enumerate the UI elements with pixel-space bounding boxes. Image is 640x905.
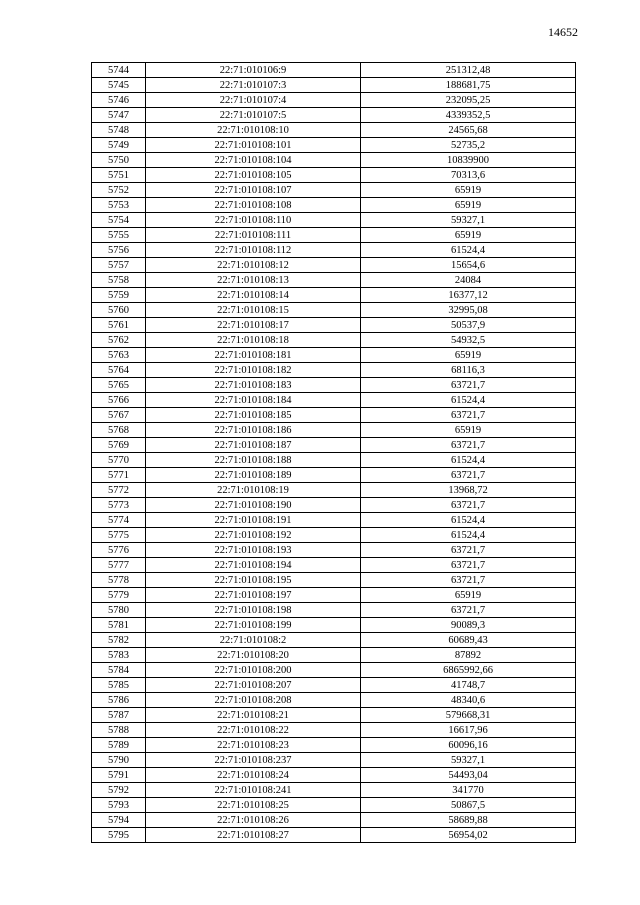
cadastral-number-cell: 22:71:010108:26 [146, 813, 361, 828]
row-number-cell: 5762 [92, 333, 146, 348]
cadastral-number-cell: 22:71:010108:237 [146, 753, 361, 768]
table-row [92, 633, 576, 648]
cadastral-number-cell: 22:71:010108:112 [146, 243, 361, 258]
cadastral-number-cell: 22:71:010108:110 [146, 213, 361, 228]
cadastral-number-cell: 22:71:010108:207 [146, 678, 361, 693]
table-row [92, 693, 576, 708]
cadastral-number-cell: 22:71:010108:108 [146, 198, 361, 213]
row-number-cell: 5777 [92, 558, 146, 573]
row-number-cell: 5776 [92, 543, 146, 558]
row-number-cell: 5752 [92, 183, 146, 198]
value-cell: 52735,2 [361, 138, 576, 153]
row-number-cell: 5747 [92, 108, 146, 123]
cadastral-number-cell: 22:71:010107:5 [146, 108, 361, 123]
value-cell: 6865992,66 [361, 663, 576, 678]
row-number-cell: 5746 [92, 93, 146, 108]
row-number-cell: 5774 [92, 513, 146, 528]
cadastral-number-cell: 22:71:010108:17 [146, 318, 361, 333]
value-cell: 16617,96 [361, 723, 576, 738]
value-cell: 579668,31 [361, 708, 576, 723]
table-row [92, 273, 576, 288]
value-cell: 63721,7 [361, 558, 576, 573]
value-cell: 60689,43 [361, 633, 576, 648]
row-number-cell: 5785 [92, 678, 146, 693]
cadastral-number-cell: 22:71:010108:208 [146, 693, 361, 708]
value-cell: 70313,6 [361, 168, 576, 183]
value-cell: 63721,7 [361, 603, 576, 618]
cadastral-number-cell: 22:71:010108:20 [146, 648, 361, 663]
row-number-cell: 5751 [92, 168, 146, 183]
value-cell: 63721,7 [361, 438, 576, 453]
row-number-cell: 5760 [92, 303, 146, 318]
table-row [92, 213, 576, 228]
value-cell: 32995,08 [361, 303, 576, 318]
table-row [92, 828, 576, 843]
row-number-cell: 5787 [92, 708, 146, 723]
cadastral-number-cell: 22:71:010108:200 [146, 663, 361, 678]
value-cell: 54932,5 [361, 333, 576, 348]
cadastral-number-cell: 22:71:010108:188 [146, 453, 361, 468]
row-number-cell: 5766 [92, 393, 146, 408]
cadastral-number-cell: 22:71:010108:182 [146, 363, 361, 378]
cadastral-number-cell: 22:71:010108:104 [146, 153, 361, 168]
cadastral-number-cell: 22:71:010108:192 [146, 528, 361, 543]
table-row [92, 78, 576, 93]
table-row [92, 393, 576, 408]
table-row [92, 603, 576, 618]
table-row [92, 378, 576, 393]
value-cell: 63721,7 [361, 543, 576, 558]
table-row [92, 243, 576, 258]
table-row [92, 528, 576, 543]
table-row [92, 168, 576, 183]
row-number-cell: 5786 [92, 693, 146, 708]
row-number-cell: 5765 [92, 378, 146, 393]
value-cell: 90089,3 [361, 618, 576, 633]
value-cell: 341770 [361, 783, 576, 798]
value-cell: 15654,6 [361, 258, 576, 273]
row-number-cell: 5767 [92, 408, 146, 423]
cadastral-number-cell: 22:71:010108:184 [146, 393, 361, 408]
row-number-cell: 5791 [92, 768, 146, 783]
cadastral-number-cell: 22:71:010108:13 [146, 273, 361, 288]
value-cell: 65919 [361, 423, 576, 438]
cadastral-number-cell: 22:71:010108:199 [146, 618, 361, 633]
cadastral-number-cell: 22:71:010108:19 [146, 483, 361, 498]
value-cell: 65919 [361, 183, 576, 198]
cadastral-number-cell: 22:71:010108:15 [146, 303, 361, 318]
table-row [92, 813, 576, 828]
value-cell: 56954,02 [361, 828, 576, 843]
table-row [92, 138, 576, 153]
table-row [92, 723, 576, 738]
row-number-cell: 5789 [92, 738, 146, 753]
cadastral-number-cell: 22:71:010108:194 [146, 558, 361, 573]
cadastral-number-cell: 22:71:010108:191 [146, 513, 361, 528]
row-number-cell: 5748 [92, 123, 146, 138]
table-row [92, 648, 576, 663]
table-row [92, 753, 576, 768]
table-row [92, 228, 576, 243]
cadastral-number-cell: 22:71:010108:23 [146, 738, 361, 753]
cadastral-number-cell: 22:71:010108:18 [146, 333, 361, 348]
table-row [92, 798, 576, 813]
value-cell: 63721,7 [361, 498, 576, 513]
value-cell: 251312,48 [361, 63, 576, 78]
row-number-cell: 5782 [92, 633, 146, 648]
row-number-cell: 5761 [92, 318, 146, 333]
value-cell: 16377,12 [361, 288, 576, 303]
value-cell: 61524,4 [361, 513, 576, 528]
table-row [92, 288, 576, 303]
cadastral-number-cell: 22:71:010108:10 [146, 123, 361, 138]
value-cell: 63721,7 [361, 468, 576, 483]
value-cell: 24565,68 [361, 123, 576, 138]
value-cell: 10839900 [361, 153, 576, 168]
row-number-cell: 5773 [92, 498, 146, 513]
cadastral-number-cell: 22:71:010108:193 [146, 543, 361, 558]
cadastral-number-cell: 22:71:010108:24 [146, 768, 361, 783]
table-row [92, 483, 576, 498]
value-cell: 59327,1 [361, 213, 576, 228]
row-number-cell: 5790 [92, 753, 146, 768]
row-number-cell: 5793 [92, 798, 146, 813]
row-number-cell: 5795 [92, 828, 146, 843]
table-row [92, 108, 576, 123]
value-cell: 41748,7 [361, 678, 576, 693]
value-cell: 68116,3 [361, 363, 576, 378]
cadastral-number-cell: 22:71:010108:198 [146, 603, 361, 618]
cadastral-number-cell: 22:71:010108:241 [146, 783, 361, 798]
table-row [92, 258, 576, 273]
row-number-cell: 5745 [92, 78, 146, 93]
value-cell: 61524,4 [361, 393, 576, 408]
row-number-cell: 5779 [92, 588, 146, 603]
cadastral-number-cell: 22:71:010108:185 [146, 408, 361, 423]
cadastral-number-cell: 22:71:010108:12 [146, 258, 361, 273]
value-cell: 54493,04 [361, 768, 576, 783]
table-row [92, 738, 576, 753]
table-row [92, 303, 576, 318]
table-body [92, 63, 576, 843]
value-cell: 13968,72 [361, 483, 576, 498]
row-number-cell: 5759 [92, 288, 146, 303]
value-cell: 63721,7 [361, 573, 576, 588]
row-number-cell: 5757 [92, 258, 146, 273]
row-number-cell: 5749 [92, 138, 146, 153]
table-row [92, 63, 576, 78]
table-row [92, 123, 576, 138]
value-cell: 4339352,5 [361, 108, 576, 123]
cadastral-number-cell: 22:71:010108:189 [146, 468, 361, 483]
value-cell: 65919 [361, 198, 576, 213]
table-row [92, 618, 576, 633]
value-cell: 63721,7 [361, 378, 576, 393]
cadastral-number-cell: 22:71:010108:187 [146, 438, 361, 453]
cadastral-number-cell: 22:71:010108:111 [146, 228, 361, 243]
row-number-cell: 5775 [92, 528, 146, 543]
value-cell: 59327,1 [361, 753, 576, 768]
value-cell: 63721,7 [361, 408, 576, 423]
cadastral-number-cell: 22:71:010108:21 [146, 708, 361, 723]
row-number-cell: 5788 [92, 723, 146, 738]
cadastral-number-cell: 22:71:010108:105 [146, 168, 361, 183]
row-number-cell: 5781 [92, 618, 146, 633]
cadastral-number-cell: 22:71:010108:22 [146, 723, 361, 738]
value-cell: 58689,88 [361, 813, 576, 828]
row-number-cell: 5772 [92, 483, 146, 498]
cadastral-number-cell: 22:71:010107:4 [146, 93, 361, 108]
table-row [92, 453, 576, 468]
value-cell: 50537,9 [361, 318, 576, 333]
cadastral-number-cell: 22:71:010108:27 [146, 828, 361, 843]
row-number-cell: 5764 [92, 363, 146, 378]
cadastral-number-cell: 22:71:010108:186 [146, 423, 361, 438]
value-cell: 65919 [361, 228, 576, 243]
value-cell: 61524,4 [361, 453, 576, 468]
row-number-cell: 5744 [92, 63, 146, 78]
value-cell: 65919 [361, 348, 576, 363]
table-row [92, 408, 576, 423]
row-number-cell: 5769 [92, 438, 146, 453]
value-cell: 232095,25 [361, 93, 576, 108]
row-number-cell: 5750 [92, 153, 146, 168]
cadastral-number-cell: 22:71:010108:2 [146, 633, 361, 648]
cadastral-number-cell: 22:71:010108:25 [146, 798, 361, 813]
row-number-cell: 5792 [92, 783, 146, 798]
table-row [92, 558, 576, 573]
cadastral-number-cell: 22:71:010108:183 [146, 378, 361, 393]
table-row [92, 333, 576, 348]
table-row [92, 678, 576, 693]
cadastral-number-cell: 22:71:010106:9 [146, 63, 361, 78]
row-number-cell: 5754 [92, 213, 146, 228]
value-cell: 188681,75 [361, 78, 576, 93]
row-number-cell: 5753 [92, 198, 146, 213]
cadastral-number-cell: 22:71:010108:197 [146, 588, 361, 603]
cadastral-number-cell: 22:71:010108:195 [146, 573, 361, 588]
cadastral-table [91, 62, 576, 843]
table-row [92, 153, 576, 168]
table-row [92, 468, 576, 483]
table-row [92, 663, 576, 678]
row-number-cell: 5763 [92, 348, 146, 363]
row-number-cell: 5783 [92, 648, 146, 663]
table-row [92, 363, 576, 378]
table-row [92, 183, 576, 198]
table-row [92, 423, 576, 438]
cadastral-number-cell: 22:71:010108:101 [146, 138, 361, 153]
row-number-cell: 5756 [92, 243, 146, 258]
row-number-cell: 5778 [92, 573, 146, 588]
table-row [92, 318, 576, 333]
value-cell: 60096,16 [361, 738, 576, 753]
table-row [92, 573, 576, 588]
value-cell: 61524,4 [361, 528, 576, 543]
row-number-cell: 5794 [92, 813, 146, 828]
table-row [92, 543, 576, 558]
page-number: 14652 [548, 25, 578, 39]
table-row [92, 348, 576, 363]
table-row [92, 783, 576, 798]
table-row [92, 513, 576, 528]
row-number-cell: 5784 [92, 663, 146, 678]
table-row [92, 588, 576, 603]
row-number-cell: 5770 [92, 453, 146, 468]
row-number-cell: 5780 [92, 603, 146, 618]
row-number-cell: 5758 [92, 273, 146, 288]
value-cell: 65919 [361, 588, 576, 603]
table-row [92, 438, 576, 453]
table-row [92, 198, 576, 213]
value-cell: 61524,4 [361, 243, 576, 258]
value-cell: 24084 [361, 273, 576, 288]
cadastral-number-cell: 22:71:010108:14 [146, 288, 361, 303]
value-cell: 87892 [361, 648, 576, 663]
cadastral-number-cell: 22:71:010108:181 [146, 348, 361, 363]
table-row [92, 768, 576, 783]
value-cell: 48340,6 [361, 693, 576, 708]
cadastral-number-cell: 22:71:010108:190 [146, 498, 361, 513]
row-number-cell: 5755 [92, 228, 146, 243]
row-number-cell: 5768 [92, 423, 146, 438]
table-row [92, 498, 576, 513]
table-row [92, 708, 576, 723]
row-number-cell: 5771 [92, 468, 146, 483]
cadastral-number-cell: 22:71:010107:3 [146, 78, 361, 93]
table-row [92, 93, 576, 108]
cadastral-number-cell: 22:71:010108:107 [146, 183, 361, 198]
value-cell: 50867,5 [361, 798, 576, 813]
